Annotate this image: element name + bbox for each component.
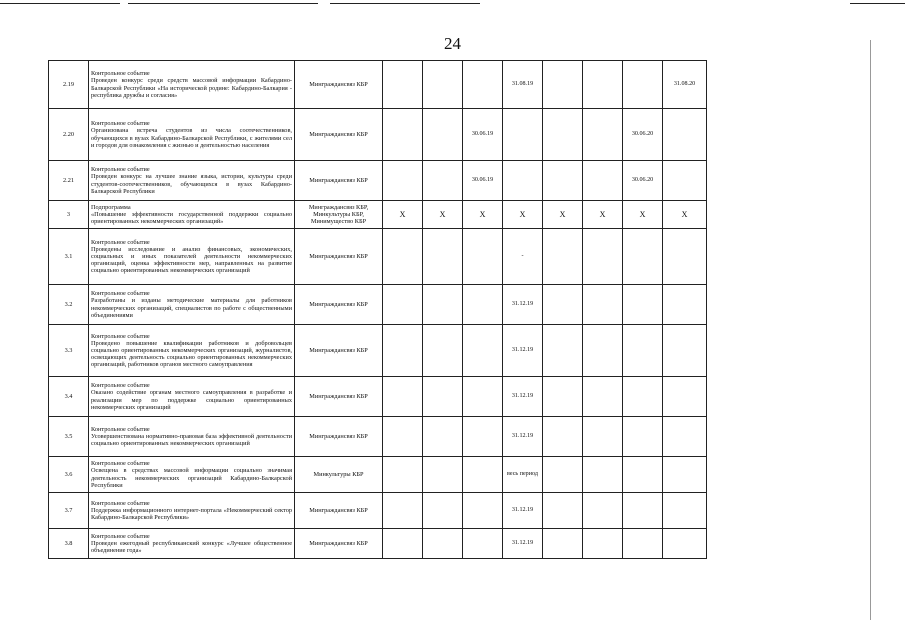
responsible-executor: Минграждансвяз КБР <box>295 229 383 285</box>
period-cell <box>663 325 707 377</box>
scan-edge-line <box>330 3 480 4</box>
event-text: Организована встреча студентов из числа соотечественников, обучающихся в вузах Кабардино-Балкарской Республики, с жителями сел и городов для ознакомления с жизнью и деятельностью населения <box>91 127 292 149</box>
responsible-executor: Минграждансвяз КБР <box>295 161 383 201</box>
period-cell <box>663 377 707 417</box>
period-cell <box>543 61 583 109</box>
event-description <box>89 493 295 529</box>
event-text: Поддержка информационного интернет-портала «Некоммерческий сектор Кабардино-Балкарской Республики» <box>91 506 292 522</box>
period-cell <box>583 229 623 285</box>
period-cell <box>543 161 583 201</box>
row-number: 2.21 <box>49 161 89 201</box>
event-text: Проведен конкурс среди средств массовой информации Кабардино-Балкарской Республики «На исторической родине: Кабардино-Балкария - республика дружбы и согласия» <box>91 77 292 99</box>
period-cell <box>423 529 463 559</box>
row-number: 3.6 <box>49 457 89 493</box>
scan-edge-rule <box>870 40 871 620</box>
event-heading: Контрольное событие <box>91 532 150 540</box>
period-cell <box>423 325 463 377</box>
period-cell: X <box>543 201 583 229</box>
row-number: 3.7 <box>49 493 89 529</box>
event-text: Освещена в средствах массовой информации социально значимая деятельность некоммерческих организаций Кабардино-Балкарской Республики <box>91 467 292 489</box>
event-description <box>89 377 295 417</box>
period-cell <box>463 61 503 109</box>
period-cell: 30.06.20 <box>623 161 663 201</box>
period-cell <box>663 417 707 457</box>
period-cell <box>423 457 463 493</box>
period-cell: 31.12.19 <box>503 417 543 457</box>
period-cell <box>423 285 463 325</box>
event-description <box>89 325 295 377</box>
period-cell <box>663 161 707 201</box>
event-heading: Контрольное событие <box>91 499 150 507</box>
row-number: 3.5 <box>49 417 89 457</box>
period-cell <box>423 377 463 417</box>
event-description <box>89 161 295 201</box>
table-row <box>49 493 707 529</box>
period-cell <box>583 325 623 377</box>
period-cell <box>583 161 623 201</box>
period-cell <box>383 61 423 109</box>
table-row <box>49 285 707 325</box>
period-cell: - <box>503 229 543 285</box>
responsible-executor: Минграждансвяз КБР <box>295 325 383 377</box>
period-cell <box>383 229 423 285</box>
period-cell: 31.12.19 <box>503 285 543 325</box>
event-description <box>89 61 295 109</box>
period-cell <box>583 457 623 493</box>
row-number: 2.19 <box>49 61 89 109</box>
event-heading: Контрольное событие <box>91 425 150 433</box>
period-cell: X <box>423 201 463 229</box>
period-cell: 30.06.19 <box>463 161 503 201</box>
period-cell <box>383 109 423 161</box>
period-cell <box>383 161 423 201</box>
period-cell: 31.12.19 <box>503 325 543 377</box>
period-cell <box>663 229 707 285</box>
responsible-executor: Минкультуры КБР <box>295 457 383 493</box>
period-cell <box>463 325 503 377</box>
period-cell <box>503 161 543 201</box>
event-heading: Подпрограмма <box>91 203 131 211</box>
period-cell <box>543 377 583 417</box>
responsible-executor: Минграждансвяз КБР <box>295 417 383 457</box>
table-row <box>49 61 707 109</box>
row-number: 3.4 <box>49 377 89 417</box>
event-text: Проведено повышение квалификации работников и добровольцев социально ориентированных некоммерческих организаций, журналистов, освещающих деятельность социально ориентированных некоммерческих организаций, работников органов местного самоуправления <box>91 339 292 369</box>
responsible-executor: Минграждансвяз КБР <box>295 493 383 529</box>
event-text: Проведены исследование и анализ финансовых, экономических, социальных и иных показателей деятельности некоммерческих организаций, оценка эффективности мер, направленных на развитие социально ориентированных некоммерческих организаций <box>91 245 292 275</box>
period-cell: 31.12.19 <box>503 377 543 417</box>
event-text: Проведен конкурс на лучшее знание языка, истории, культуры среди студентов-соотечественников, обучающихся в вузах Кабардино-Балкарской Республики <box>91 173 292 195</box>
period-cell <box>463 285 503 325</box>
period-cell <box>623 377 663 417</box>
event-heading: Контрольное событие <box>91 332 150 340</box>
period-cell: 31.12.19 <box>503 529 543 559</box>
row-number: 3.3 <box>49 325 89 377</box>
period-cell <box>623 285 663 325</box>
period-cell <box>663 493 707 529</box>
event-description <box>89 457 295 493</box>
event-heading: Контрольное событие <box>91 70 150 78</box>
event-heading: Контрольное событие <box>91 120 150 128</box>
period-cell <box>583 61 623 109</box>
responsible-executor: Минграждансвяз КБР <box>295 285 383 325</box>
period-cell <box>463 493 503 529</box>
row-number: 3.1 <box>49 229 89 285</box>
period-cell <box>543 325 583 377</box>
period-cell <box>463 229 503 285</box>
period-cell <box>423 417 463 457</box>
event-description <box>89 229 295 285</box>
table-row <box>49 377 707 417</box>
period-cell <box>623 325 663 377</box>
event-text: Оказано содействие органам местного самоуправления в разработке и реализации мер по поддержке социально ориентированных некоммерческих организаций <box>91 389 292 411</box>
period-cell <box>663 109 707 161</box>
period-cell <box>383 377 423 417</box>
period-cell <box>463 417 503 457</box>
period-cell <box>623 457 663 493</box>
period-cell <box>383 529 423 559</box>
event-heading: Контрольное событие <box>91 382 150 390</box>
period-cell: X <box>663 201 707 229</box>
event-heading: Контрольное событие <box>91 290 150 298</box>
period-cell <box>543 529 583 559</box>
table-row <box>49 229 707 285</box>
period-cell: 30.06.20 <box>623 109 663 161</box>
period-cell <box>463 529 503 559</box>
period-cell <box>623 229 663 285</box>
period-cell <box>463 457 503 493</box>
event-text: «Повышение эффективности государственной поддержки социально ориентированных некоммерческих организаций» <box>91 210 292 226</box>
period-cell: X <box>623 201 663 229</box>
period-cell <box>383 457 423 493</box>
period-cell: 31.12.19 <box>503 493 543 529</box>
period-cell <box>423 229 463 285</box>
period-cell <box>543 417 583 457</box>
table-row <box>49 325 707 377</box>
period-cell <box>583 493 623 529</box>
event-description <box>89 529 295 559</box>
event-description <box>89 285 295 325</box>
period-cell: X <box>583 201 623 229</box>
event-heading: Контрольное событие <box>91 166 150 174</box>
period-cell <box>623 529 663 559</box>
period-cell <box>663 529 707 559</box>
period-cell <box>383 493 423 529</box>
scan-edge-line <box>850 3 905 4</box>
table-row <box>49 201 707 229</box>
period-cell: 30.06.19 <box>463 109 503 161</box>
responsible-executor: Минграждансвяз КБР <box>295 109 383 161</box>
table-row <box>49 109 707 161</box>
period-cell <box>423 493 463 529</box>
event-text: Проведен ежегодный республиканский конкурс «Лучшее общественное объединение года» <box>91 539 292 555</box>
table-row <box>49 457 707 493</box>
period-cell <box>543 457 583 493</box>
row-number: 3 <box>49 201 89 229</box>
event-description <box>89 109 295 161</box>
period-cell <box>503 109 543 161</box>
period-cell: X <box>463 201 503 229</box>
page-number: 24 <box>444 34 461 53</box>
event-heading: Контрольное событие <box>91 238 150 246</box>
scan-edge-line <box>128 3 318 4</box>
period-cell <box>423 61 463 109</box>
responsible-executor: Минграждансвяз КБР <box>295 61 383 109</box>
responsible-executor: Минграждансвяз КБР <box>295 529 383 559</box>
period-cell <box>583 417 623 457</box>
period-cell: весь период <box>503 457 543 493</box>
period-cell: 31.08.19 <box>503 61 543 109</box>
event-description <box>89 201 295 229</box>
period-cell: 31.08.20 <box>663 61 707 109</box>
responsible-executor: Минграждансвяз КБР <box>295 377 383 417</box>
period-cell <box>423 109 463 161</box>
period-cell <box>623 493 663 529</box>
period-cell <box>663 457 707 493</box>
scan-edge-line <box>0 3 120 4</box>
period-cell: X <box>503 201 543 229</box>
period-cell <box>543 285 583 325</box>
table-row <box>49 417 707 457</box>
period-cell <box>463 377 503 417</box>
row-number: 3.2 <box>49 285 89 325</box>
period-cell <box>663 285 707 325</box>
table-row <box>49 161 707 201</box>
period-cell: X <box>383 201 423 229</box>
period-cell <box>623 417 663 457</box>
row-number: 2.20 <box>49 109 89 161</box>
period-cell <box>583 109 623 161</box>
period-cell <box>583 529 623 559</box>
period-cell <box>583 285 623 325</box>
event-text: Разработаны и изданы методические материалы для работников некоммерческих организаций, специалистов по работе с общественными объединениями <box>91 297 292 319</box>
responsible-executor: Минграждансвяз КБР, Минкультуры КБР, Минимущество КБР <box>295 201 383 229</box>
period-cell <box>423 161 463 201</box>
event-text: Усовершенствована нормативно-правовая база эффективной деятельности социально ориентированных некоммерческих организаций <box>91 432 292 448</box>
event-heading: Контрольное событие <box>91 460 150 468</box>
period-cell <box>543 229 583 285</box>
period-cell <box>543 493 583 529</box>
event-description <box>89 417 295 457</box>
period-cell <box>383 285 423 325</box>
table-row <box>49 529 707 559</box>
period-cell <box>383 325 423 377</box>
implementation-plan-table <box>48 60 707 559</box>
period-cell <box>383 417 423 457</box>
row-number: 3.8 <box>49 529 89 559</box>
period-cell <box>623 61 663 109</box>
period-cell <box>543 109 583 161</box>
period-cell <box>583 377 623 417</box>
